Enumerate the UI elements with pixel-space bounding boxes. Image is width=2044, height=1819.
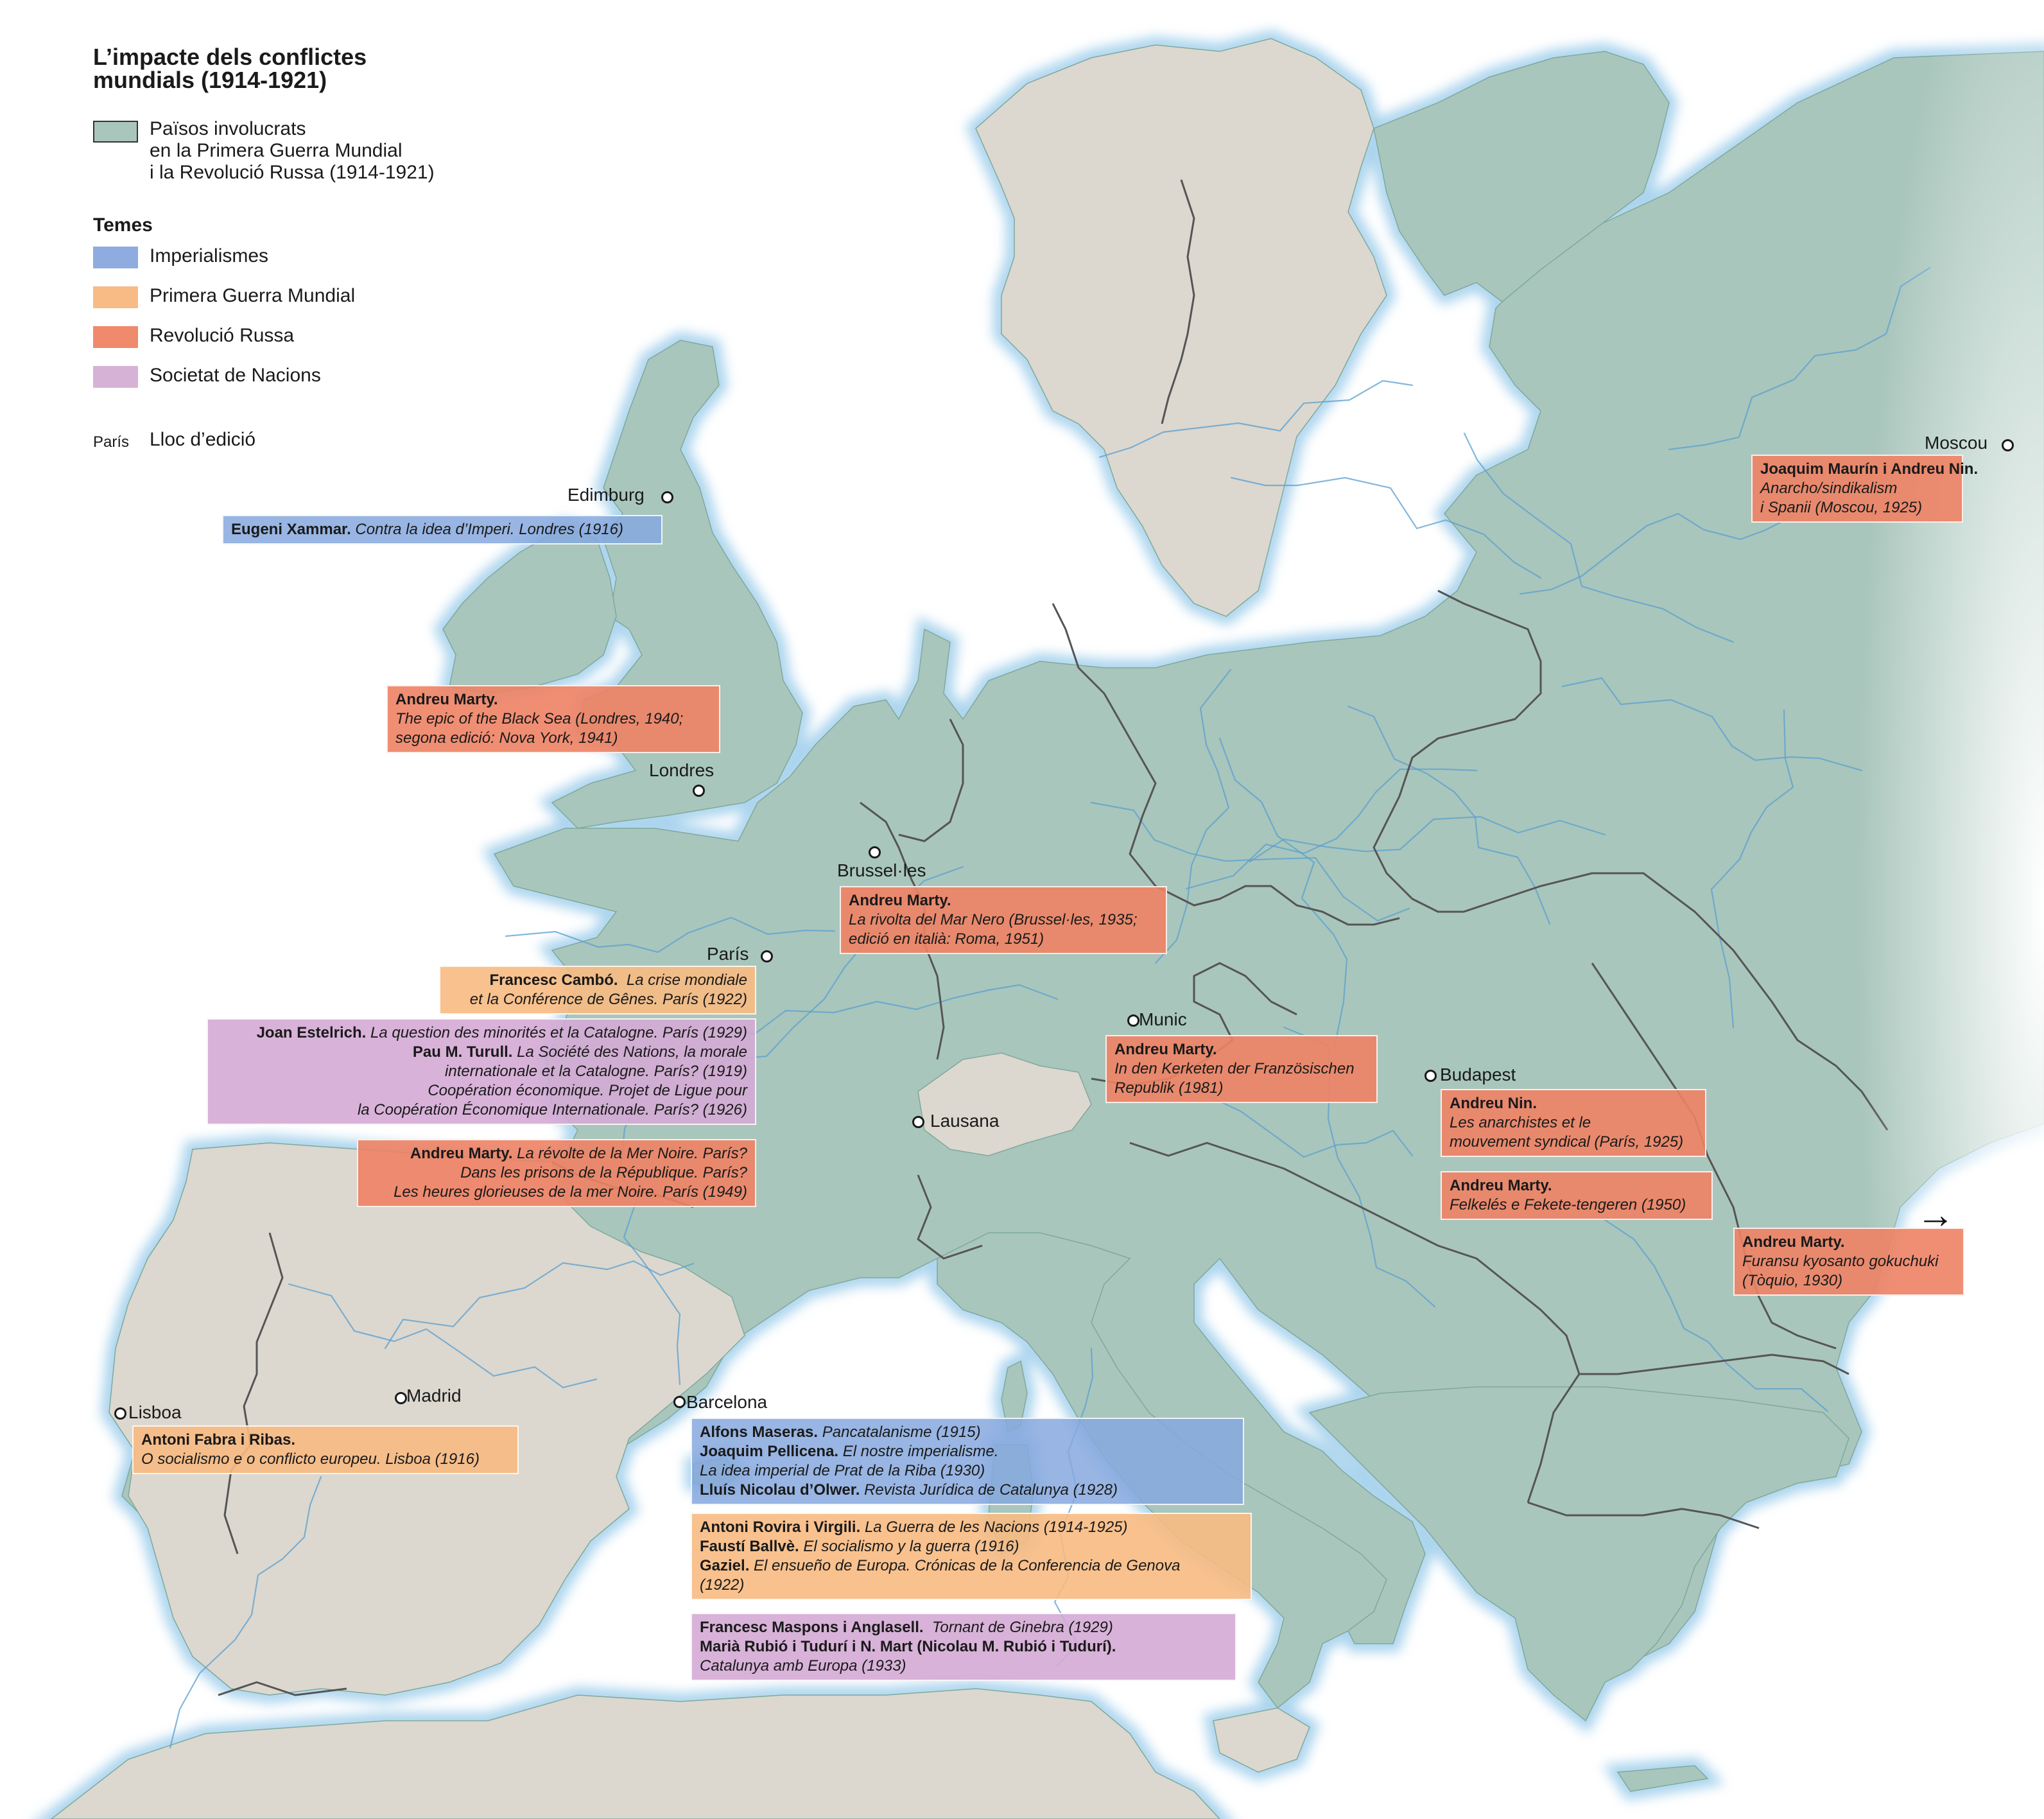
box-marty-munic: Andreu Marty. In den Kerketen der Französischen Republik (1981) [1105,1035,1378,1103]
box-marty-budapest: Andreu Marty. Felkelés e Fekete-tengeren (1950) [1441,1171,1713,1220]
box-fabra: Antoni Fabra i Ribas. O socialismo e o conflicto europeu. Lisboa (1916) [132,1425,519,1474]
box-imp-barcelona: Alfons Maseras. Pancatalanisme (1915) Joaquim Pellicena. El nostre imperialisme. La idea imperial de Prat de la Riba (1930) Lluís Nicolau d’Olwer. Revista Jurídica de Catalunya (1928) [691,1418,1244,1505]
map-title-line1: L’impacte dels conflictes [93,44,367,70]
box-nin: Andreu Nin. Les anarchistes et le mouvement syndical (París, 1925) [1441,1089,1706,1157]
legend-themes-title: Temes [93,214,153,236]
box-maurin: Joaquim Maurín i Andreu Nin. Anarcho/sindikalism i Spanii (Moscou, 1925) [1751,455,1963,523]
box-cambo: Francesc Cambó. La crise mondiale et la Conférence de Gênes. París (1922) [439,966,756,1014]
legend-theme-primera-guerra: Primera Guerra Mundial [150,285,356,306]
legend-swatch-primera-guerra [93,286,138,308]
box-marty-toquio: Andreu Marty. Furansu kyosanto gokuchuki (Tòquio, 1930) [1733,1228,1964,1296]
map-title-line2: mundials (1914-1921) [93,67,327,93]
box-sdn-paris: Joan Estelrich. La question des minorités et la Catalogne. París (1929) Pau M. Turull. La Société des Nations, la morale internationale et la Catalogne. París? (1919) Coopération économique. Projet de Ligue pour la Coopération Économique Internationale. París? (1926) [207,1018,756,1125]
legend-swatch-imperialismes [93,247,138,268]
legend-place-sample: París [93,433,130,451]
box-marty-brussel: Andreu Marty. La rivolta del Mar Nero (Brussel·les, 1935; edició en italià: Roma, 1951) [840,886,1167,954]
land-scandinavia [976,39,1387,616]
box-marty-londres: Andreu Marty. The epic of the Black Sea (Londres, 1940; segona edició: Nova York, 1941) [386,685,720,753]
land-north-africa [51,1689,1220,1819]
legend-theme-societat: Societat de Nacions [150,365,321,386]
box-marty-paris: Andreu Marty. La révolte de la Mer Noire. París? Dans les prisons de la République. París? Les heures glorieuses de la mer Noire. París (1949) [357,1139,756,1207]
legend-countries-line2: en la Primera Guerra Mundial [150,140,403,161]
box-sdn-barcelona: Francesc Maspons i Anglasell. Tornant de Ginebra (1929) Marià Rubió i Tudurí i N. Mart (Nicolau M. Rubió i Tudurí). Catalunya amb Europa (1933) [691,1613,1236,1681]
east-fade [1733,0,2044,1819]
legend-theme-imperialismes: Imperialismes [150,245,269,266]
legend-swatch-revolucio [93,326,138,348]
box-pgm-barcelona: Antoni Rovira i Virgili. La Guerra de les Nacions (1914-1925) Faustí Ballvè. El socialismo y la guerra (1916) Gaziel. El ensueño de Europa. Crónicas de la Conferencia de Genova (1922) [691,1513,1252,1600]
legend-countries-line3: i la Revolució Russa (1914-1921) [150,162,435,183]
box-xammar: Eugeni Xammar. Contra la idea d’Imperi. Londres (1916) [222,515,663,544]
map-stage: L’impacte dels conflictes mundials (1914-1921) Països involucrats en la Primera Guerra Mundial i la Revolució Russa (1914-1921) Temes Imperialismes Primera Guerra Mundial Revolució Russa Societat de Nacions París Lloc d’edició Edimburg Londres Brussel·les París Munic Lausana Budapest Moscou Madrid Barcelona Lisboa Eugeni Xammar. Contra la idea d’Imperi. Londres (1916) Andreu Marty. The epic of the Black Sea (Londres, 1940; segona edició: Nova York, 1941) Andreu Marty. La rivolta del Mar Nero (Brussel·les, 1935; edició en italià: Roma, 1951) Francesc Cambó. La crise mondiale et la Conférence de Gênes. París (1922) Joan Estelrich. La question des minorités et la Catalogne. París (1929) Pau M. Turull. La Société des Nations, la morale internationale et la Catalogne. París? (1919) Coopération économique. Projet de Ligue pour la Coopération Économique Internationale. París? (1926) Andreu Marty. La révolte de la Mer Noire. París? Dans les prisons de la République. París? Les heures glorieuses de la mer Noire. París (1949) Andreu Marty. In den Kerketen der Französischen Republik (1981) Andreu Nin. Les anarchistes et le mouvement syndical (París, 1925) Andreu Marty. Felkelés e Fekete-tengeren (1950) Andreu Marty. Furansu kyosanto gokuchuki (Tòquio, 1930) Joaquim Maurín i Andreu Nin. Anarcho/sindikalism i Spanii (Moscou, 1925) Antoni Fabra i Ribas. O socialismo e o conflicto europeu. Lisboa (1916) Alfons Maseras. Pancatalanisme (1915) Joaquim Pellicena. El nostre imperialisme. La idea imperial de Prat de la Riba (1930) Lluís Nicolau d’Olwer. Revista Jurídica de Catalunya (1928) Antoni Rovira i Virgili. La Guerra de les Nacions (1914-1925) Faustí Ballvè. El socialismo y la guerra (1916) Gaziel. El ensueño de Europa. Crónicas de la Conferencia de Genova (1922) Francesc Maspons i Anglasell. Tornant de Ginebra (1929) Marià Rubió i Tudurí i N. Mart (Nicolau M. Rubió i Tudurí). Catalunya amb Europa (1933) → [0,0,2044,1819]
legend-place-label: Lloc d’edició [150,429,256,450]
right-arrow-icon: → [1916,1193,1955,1236]
legend-theme-revolucio: Revolució Russa [150,325,295,346]
legend-swatch-countries [93,121,138,143]
legend-swatch-societat [93,366,138,388]
legend-countries-line1: Països involucrats [150,118,306,139]
